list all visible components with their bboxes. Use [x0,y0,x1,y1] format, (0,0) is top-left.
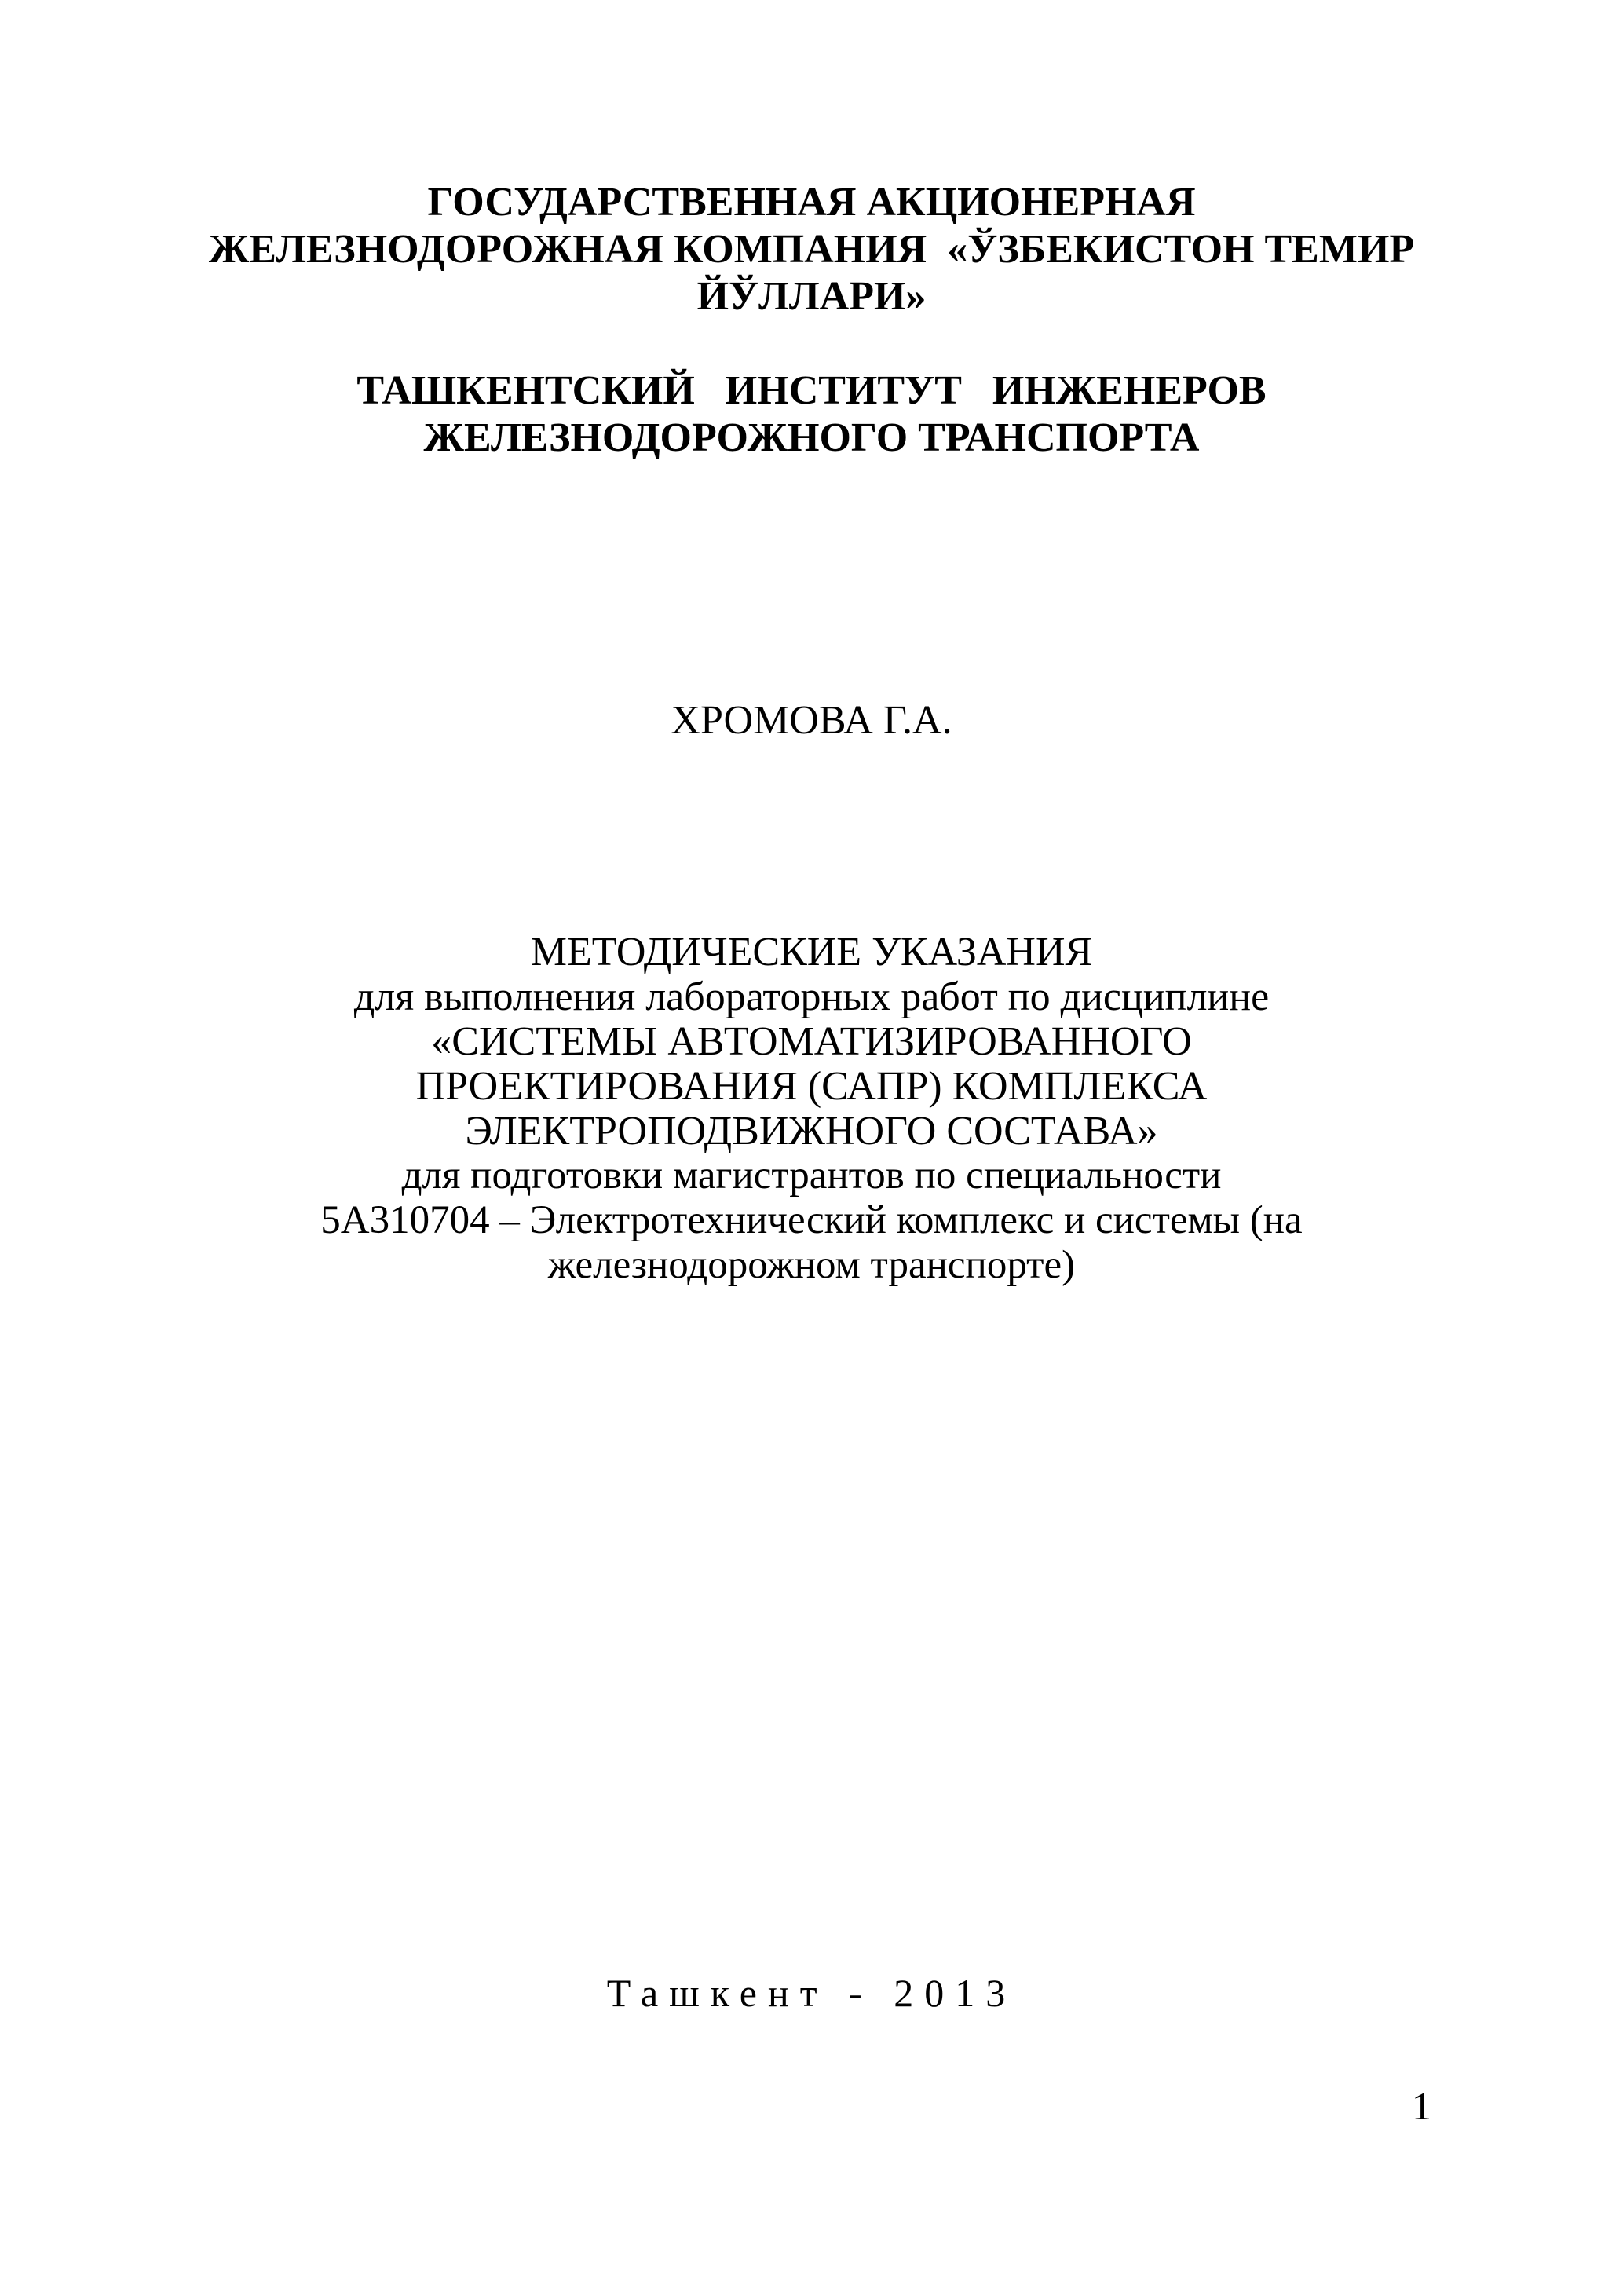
subtitle-line-3: железнодорожном транспорте) [547,1243,1076,1287]
institute-header [94,367,1529,462]
author-name: ХРОМОВА Г.А. [671,698,952,743]
imprint-city-year: Ташкент - 2013 [606,1971,1017,2015]
company-header-line-2: ЖЕЛЕЗНОДОРОЖНАЯ КОМПАНИЯ «ЎЗБЕКИСТОН ТЕМИР [208,227,1415,272]
title-line-4: ПРОЕКТИРОВАНИЯ (САПР) КОМПЛЕКСА [415,1064,1208,1109]
document-title [94,930,1529,1288]
page-number: 1 [1412,2084,1431,2128]
subtitle-line-1: для подготовки магистрантов по специальности [401,1153,1222,1197]
title-line-3: «СИСТЕМЫ АВТОМАТИЗИРОВАННОГО [431,1019,1192,1064]
title-line-5: ЭЛЕКТРОПОДВИЖНОГО СОСТАВА» [465,1109,1158,1153]
title-line-2: для выполнения лабораторных работ по дисциплине [353,974,1270,1019]
institute-header-line-1: ТАШКЕНТСКИЙ ИНСТИТУТ ИНЖЕНЕРОВ [356,368,1267,413]
subtitle-line-2: 5А310704 – Электротехнический комплекс и системы (на [320,1198,1303,1242]
company-header-line-1: ГОСУДАРСТВЕННАЯ АКЦИОНЕРНАЯ [427,180,1196,225]
company-header [94,179,1529,320]
institute-header-line-2: ЖЕЛЕЗНОДОРОЖНОГО ТРАНСПОРТА [423,415,1200,460]
company-header-line-3: ЙЎЛЛАРИ» [696,274,927,319]
title-line-1: МЕТОДИЧЕСКИЕ УКАЗАНИЯ [530,930,1093,974]
